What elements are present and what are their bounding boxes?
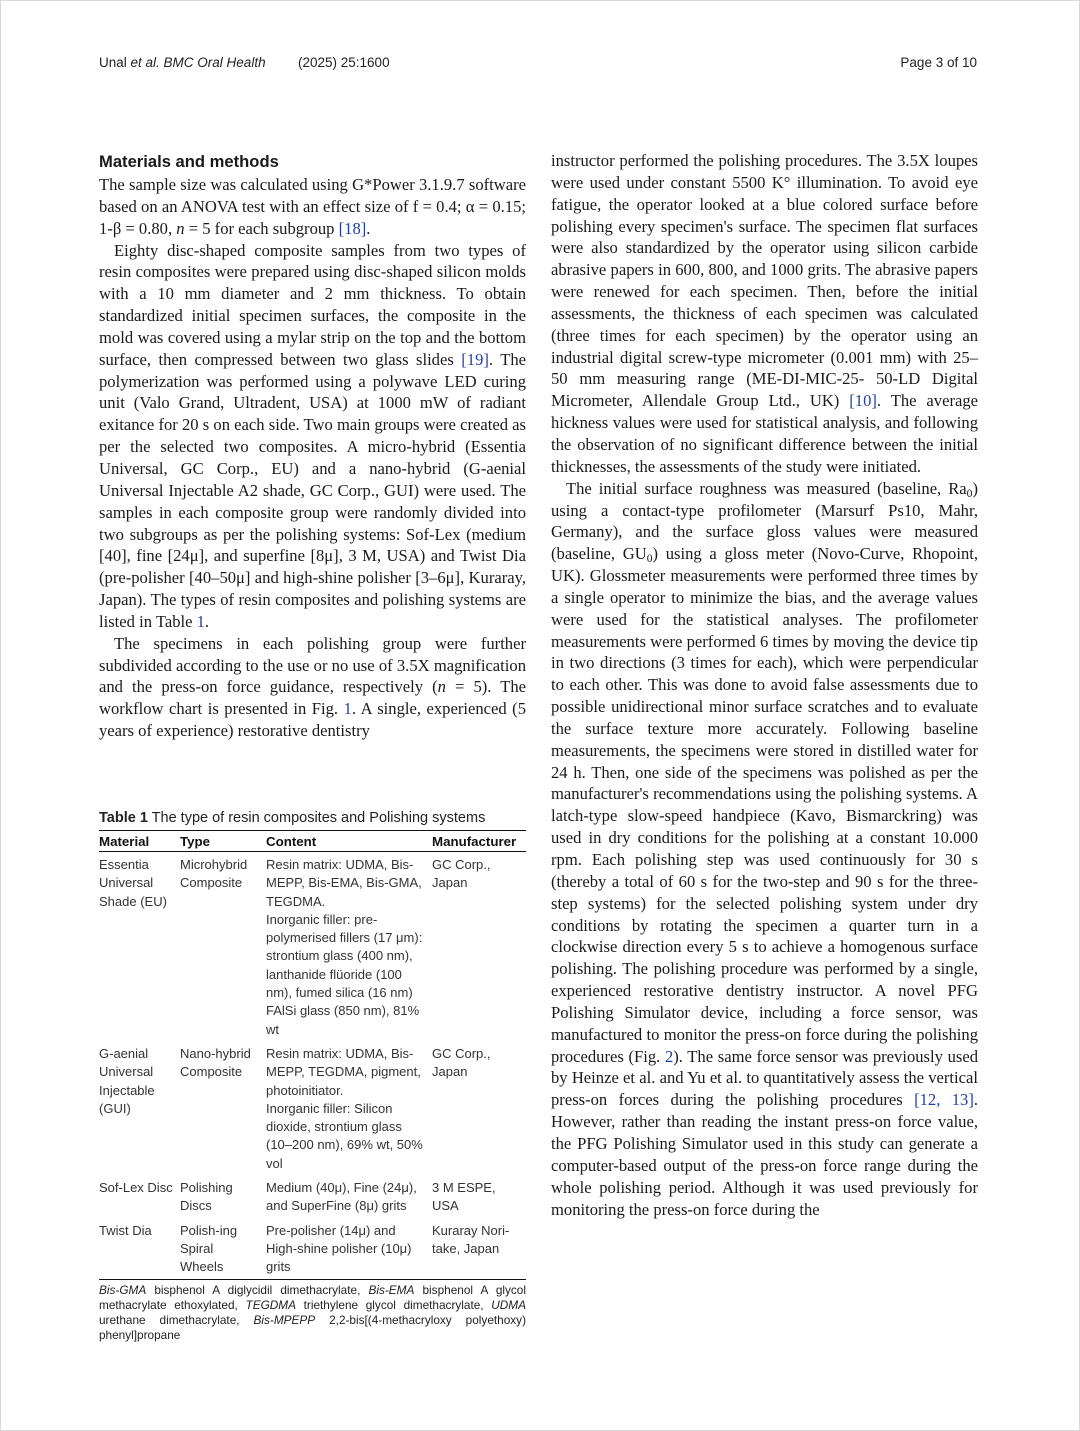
left-column xyxy=(99,150,526,742)
abbr-def: urethane dimethacrylate, xyxy=(99,1312,254,1327)
text-run: . The average hickness values were used for statistical analysis, and following the observation of no significant difference between the initial thicknesses, the assessments of the study were initiated. xyxy=(551,391,978,476)
text-run: . The polymerization was performed using a polywave LED curing unit (Valo Grand, Ultradent, USA) at 1000 mW of radiant exitance for 20 s on each side. Two main groups were created as per the selected two composites. A micro-hybrid (Essentia Universal, GC Corp., EU) and a nano-hybrid (G-aenial Universal Injectable A2 shade, GC Corp., GUI) were used. The samples in each composite group were randomly divided into two subgroups as per the polishing systems: Sof-Lex (medium [40], fine [24μ], and superfine [8μ], 3 M, USA) and Twist Dia (pre-polisher [40–50μ] and high-shine polisher [3–6μ], Kuraray, Japan). The types of resin composites and polishing systems are listed in Table xyxy=(99,349,527,631)
abbr-def: 2,2-bis[(4-methacryloxy polyethoxy) phenyl]propane xyxy=(99,1312,526,1342)
table-label: Table 1 xyxy=(99,810,148,826)
table-1 xyxy=(99,808,526,1343)
right-column xyxy=(551,150,978,1220)
citation-link-12-13[interactable]: [12, 13] xyxy=(914,1090,974,1110)
text-run: The sample size was calculated using G*Power 3.1.9.7 software based on an ANOVA test with an effect size of f = 0.4; α = 0.15; 1-β = 0.80, xyxy=(99,175,526,238)
header-page-number: Page 3 of 10 xyxy=(900,55,977,70)
header-et-al: et al. xyxy=(130,55,160,70)
section-heading: Materials and methods xyxy=(99,152,279,171)
table-title: The type of resin composites and Polishing systems xyxy=(147,810,486,826)
table-row xyxy=(99,1041,526,1175)
cell-material: Twist Dia xyxy=(99,1218,180,1279)
citation-link-10[interactable]: [10] xyxy=(849,391,877,411)
cell-type: Microhybrid Composite xyxy=(180,857,248,891)
table-row xyxy=(99,852,526,1041)
text-run: ) using a contact-type profilometer (Marsurf Ps10, Mahr, Germany), and the surface gloss values were measured (baseline, GU xyxy=(551,478,978,564)
abbr-def: bisphenol A glycol methacrylate ethoxylated, xyxy=(99,1282,526,1312)
content-filler: Inorganic filler: Silicon dioxide, strontium glass (10–200 nm), 69% wt, 50% vol xyxy=(266,1100,423,1171)
italic-n: n xyxy=(176,218,185,238)
abbr: Bis-MPEPP xyxy=(253,1312,316,1327)
text-run: The initial surface roughness was measured (baseline, Ra xyxy=(566,478,967,498)
cell-manufacturer: GC Corp., Japan xyxy=(432,1045,491,1080)
table-caption xyxy=(99,808,526,828)
text-run: . A single, experienced (5 years of experience) restorative dentistry xyxy=(99,699,526,741)
figure-link-2[interactable]: 2 xyxy=(664,1046,674,1066)
content-resin: Resin matrix: UDMA, Bis-MEPP, TEGDMA, pigment, photoinitiator. xyxy=(266,1045,421,1098)
abbr-def: bisphenol A diglycidil dimethacrylate, xyxy=(146,1282,369,1297)
header-authors: Unal xyxy=(99,55,131,70)
text-run: Eighty disc-shaped composite samples from two types of resin composites were prepared using disc-shaped silicon molds with a 10 mm diameter and 2 mm thickness. To obtain standardized initial specimen surfaces, the composite in the mold was covered using a mylar strip on the top and the bottom surface, then compressed between two glass slides xyxy=(99,240,526,369)
header-journal: BMC Oral Health xyxy=(159,55,266,70)
content-filler: Inorganic filler: pre-polymerised fillers (17 μm): strontium glass (400 nm), lanthanide flüoride (100 nm), fumed silica (16 nm) FAlSi glass (850 nm), 81% wt xyxy=(266,911,423,1037)
table-header-row xyxy=(99,831,526,852)
text-run: ). The same force sensor was previously used by Heinze et al. and Yu et al. to quantitatively assess the vertical press-on forces during the polishing procedures xyxy=(551,1046,978,1110)
paragraph-roughness xyxy=(551,478,978,1221)
text-run: ) using a gloss meter (Novo-Curve, Rhopoint, UK). Glossmeter measurements were performed three times by a single operator to minimize the bias, and the average values were used for the statistical analyses. The profilometer measurements were performed 6 times by moving the device tip in two directions (3 times for each), which were perpendicular to each other. This was done to avoid false assessments due to possible unidirectional minor surface scratches and to evaluate the surface texture more accurately. Following baseline measurements, the specimens were stored in distilled water for 24 h. Then, one side of the specimens was polished as per the manufacturer's recommendations using the polishing systems. A latch-type slow-speed handpiece (Kavo, Bismarckring) was used in dry conditions for the polishing at a constant 10.000 rpm. Each polishing step was used continuously for 30 s (thereby a total of 60 s for the two-step and 90 s for the three-step systems) for the selected polishing system under dry conditions by rotating the specimen a quarter turn in a clockwise direction every 5 s to achieve a homogenous surface polishing. The polishing procedure was performed by a single, experienced restorative dentistry instructor. A novel PFG Polishing Simulator device, including a force sensor, was manufactured to monitor the press-on force during the polishing procedures (Fig. xyxy=(551,544,978,1066)
abbr: Bis-GMA xyxy=(99,1282,147,1297)
text-run: instructor performed the polishing procedures. The 3.5X loupes were used under constant 5500 K° illumination. To avoid eye fatigue, the operator looked at a blue colored surface before polishing every specimen's surface. The specimen flat surfaces were also standardized by the operator using silicon carbide abrasive papers in 600, 800, and 1000 grits. The abrasive papers were renewed for each specimen. Then, before the initial assessments, the thickness of each specimen was calculated (three times for each specimen) by the operator using an industrial digital screw-type micrometer (0.001 mm) with 25–50 mm measuring range (ME-DI-MIC-25- 50-LD Digital Micrometer, Allendale Group Ltd., UK) xyxy=(551,151,978,411)
text-run: . xyxy=(366,218,371,238)
text-run: The specimens in each polishing group were further subdivided according to the use or no use of 3.5X magnification and the press-on force guidance, respectively ( xyxy=(99,633,526,697)
text-run: = 5 for each subgroup xyxy=(184,218,339,238)
cell-manufacturer: 3 M ESPE, USA xyxy=(432,1180,496,1214)
cell-material: Sof-Lex Disc xyxy=(99,1180,173,1196)
header-year-volume: (2025) 25:1600 xyxy=(298,55,390,70)
cell-content xyxy=(266,1041,432,1175)
table-footnote xyxy=(99,1283,526,1343)
abbr-def: triethylene glycol dimethacrylate, xyxy=(295,1297,492,1312)
cell-type: Polishing Discs xyxy=(180,1180,233,1214)
running-header-citation xyxy=(99,55,266,73)
subscript: 0 xyxy=(646,552,653,566)
column-header: Content xyxy=(266,831,432,852)
text-run: . However, rather than reading the instant press-on force value, the PFG Polishing Simulator used in this study can generate a computer-based output of the press-on force range during the whole polishing period. Although it was used previously for monitoring the press-on force during the xyxy=(551,1090,978,1219)
cell-type: Polish-ing Spiral Wheels xyxy=(180,1218,266,1279)
cell-type: Nano-hybrid Composite xyxy=(180,1045,251,1080)
cell-content: Medium (40μ), Fine (24μ), and SuperFine (8μ) grits xyxy=(266,1180,417,1214)
table-row xyxy=(99,1218,526,1279)
column-header: Type xyxy=(180,831,266,852)
subscript: 0 xyxy=(966,486,973,500)
content-resin: Resin matrix: UDMA, Bis-MEPP, Bis-EMA, Bis-GMA, TEGDMA. xyxy=(266,857,422,909)
abbr: Bis-EMA xyxy=(368,1282,415,1297)
cell-content xyxy=(266,852,432,1041)
column-header: Manufacturer xyxy=(432,831,526,852)
text-run: = 5). The workflow chart is presented in Fig. xyxy=(99,677,526,719)
italic-n: n xyxy=(437,677,446,697)
figure-link-1[interactable]: 1 xyxy=(343,699,352,719)
abbr: UDMA xyxy=(491,1297,526,1312)
table-row xyxy=(99,1175,526,1218)
citation-link-19[interactable]: [19] xyxy=(461,349,489,369)
composites-table xyxy=(99,830,526,1280)
paragraph-sample-size xyxy=(99,174,526,240)
text-run: . xyxy=(204,611,210,631)
cell-material: Essentia Universal Shade (EU) xyxy=(99,857,167,909)
cell-content: Pre-polisher (14μ) and High-shine polisher (10μ) grits xyxy=(266,1218,432,1279)
paragraph-instructor xyxy=(551,150,978,478)
paragraph-subdivision xyxy=(99,633,526,742)
abbr: TEGDMA xyxy=(245,1297,296,1312)
cell-material: G-aenial Universal Injectable (GUI) xyxy=(99,1045,155,1116)
table-link-1[interactable]: 1 xyxy=(196,611,205,631)
column-header: Material xyxy=(99,831,180,852)
citation-link-18[interactable]: [18] xyxy=(338,218,367,238)
cell-manufacturer: GC Corp., Japan xyxy=(432,857,491,891)
paragraph-specimen-prep xyxy=(99,240,526,633)
cell-manufacturer: Kuraray Nori-take, Japan xyxy=(432,1218,526,1279)
